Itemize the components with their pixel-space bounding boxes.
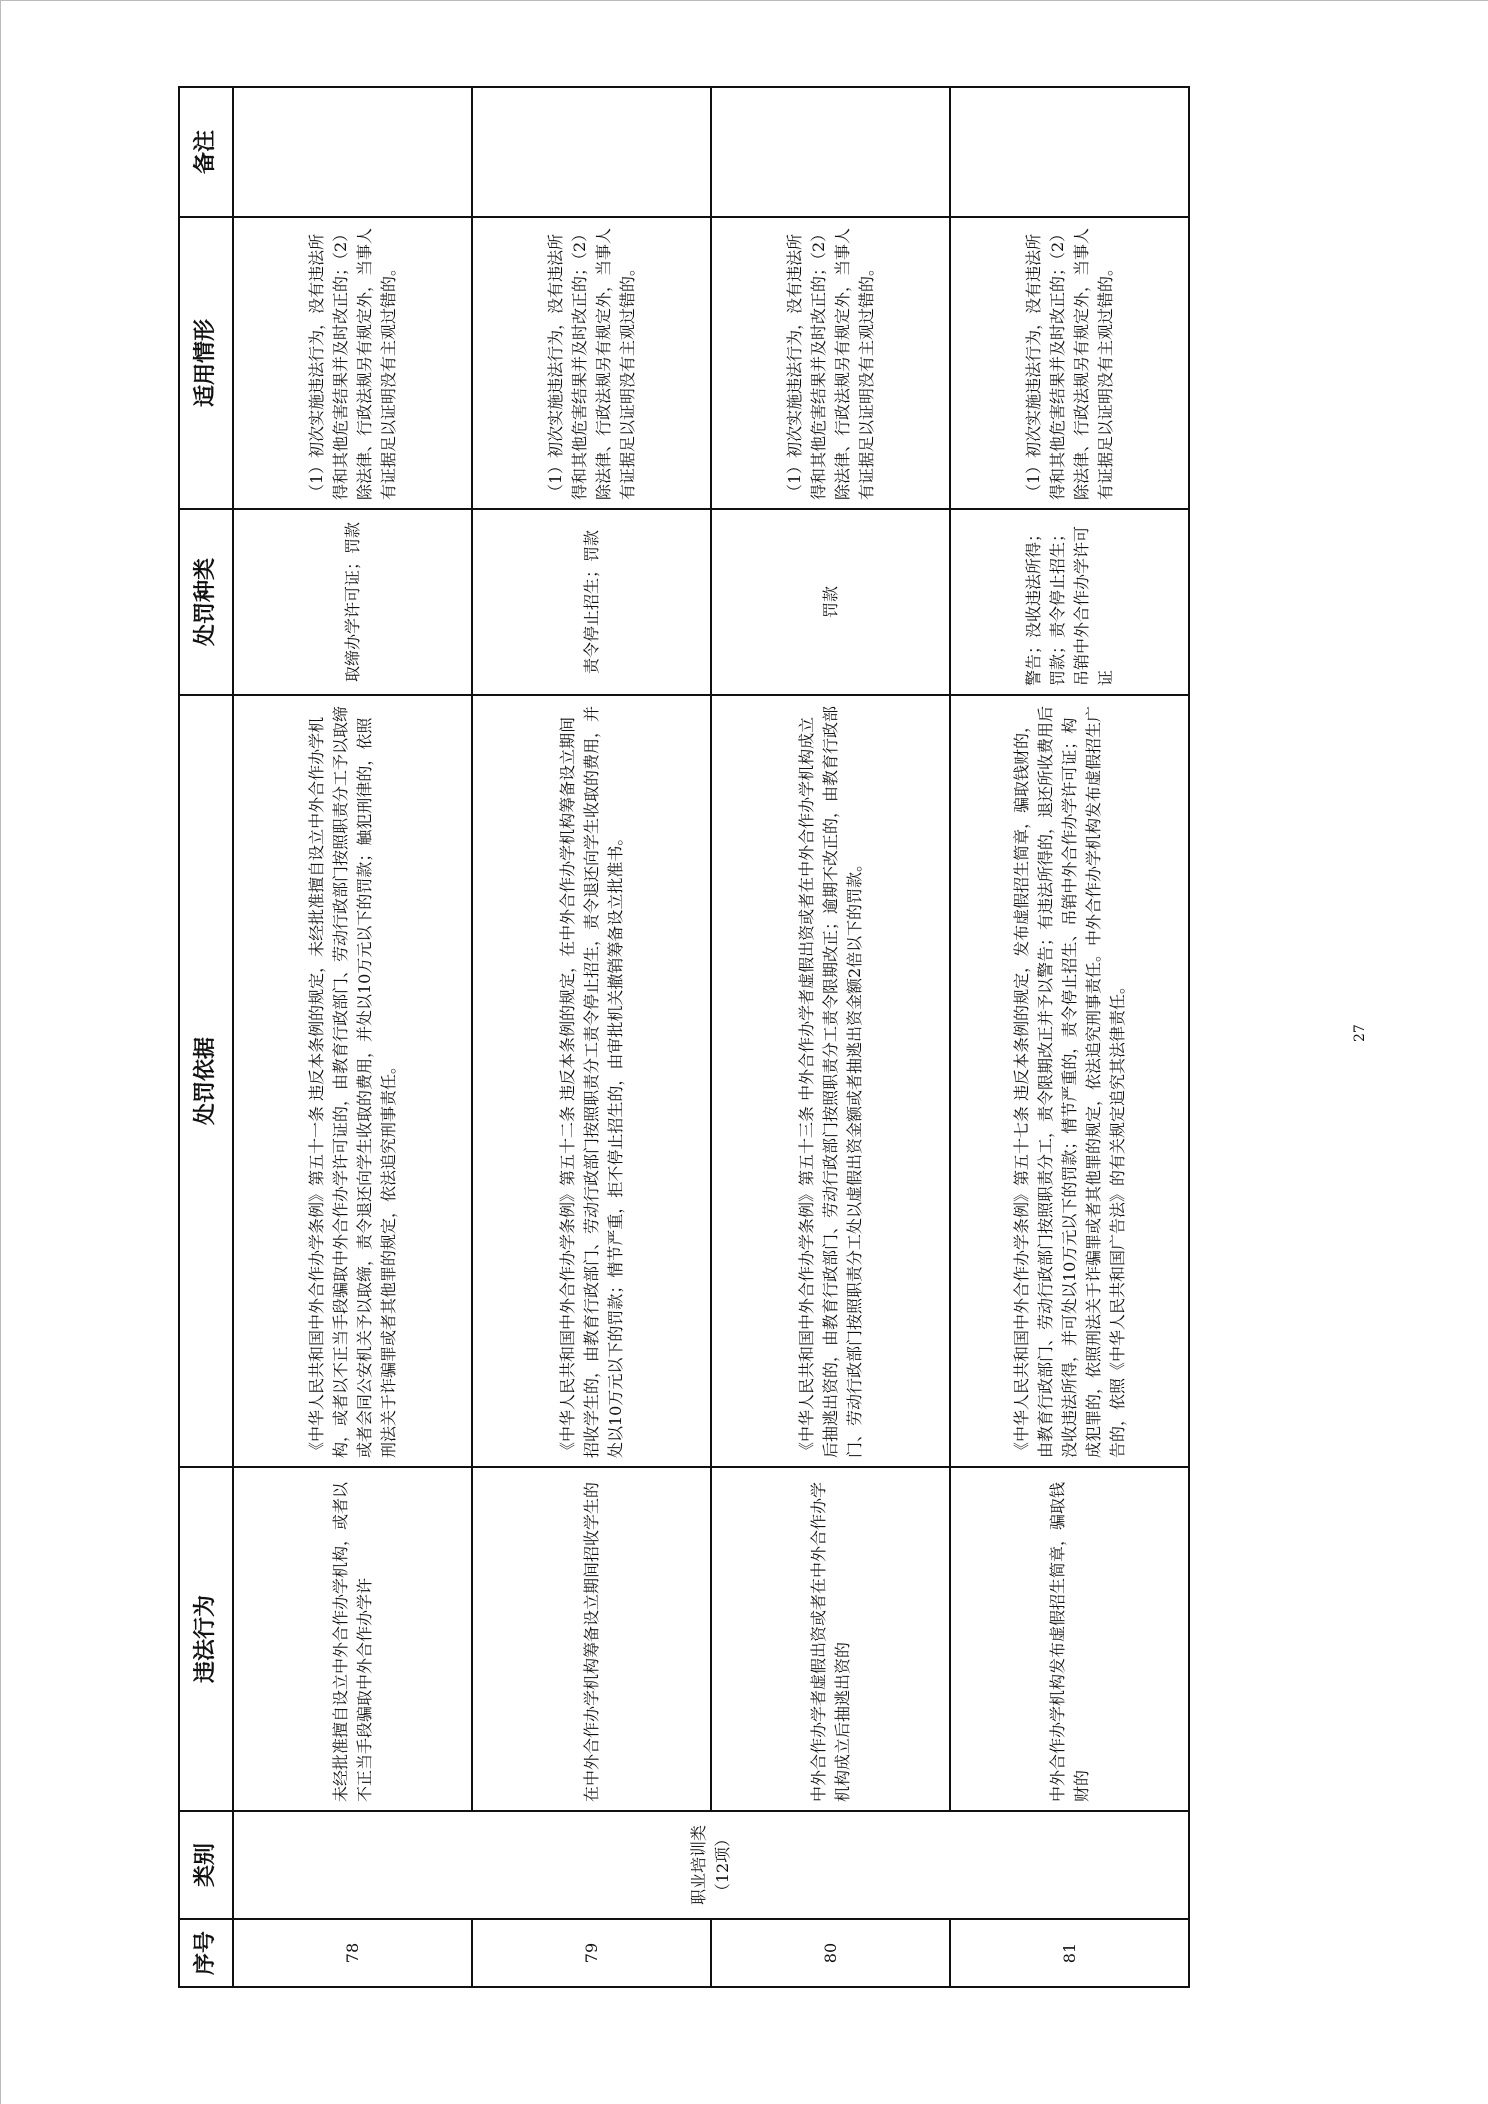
- penalty-table: [178, 86, 1190, 1988]
- cell-condition: （1）初次实施违法行为，没有违法所得和其他危害结果并及时改正的；（2）除法律、行政法规另有规定外，当事人有证据足以证明没有主观过错的。: [233, 217, 472, 509]
- header-category: 类别: [179, 1811, 233, 1919]
- cell-note: [711, 87, 950, 217]
- table-row: [950, 87, 1189, 1987]
- cell-note: [950, 87, 1189, 217]
- cell-basis: 《中华人民共和国中外合作办学条例》第五十三条 中外合作办学者虚假出资或者在中外合作办学机构成立后抽逃出资的，由教育行政部门、劳动行政部门按照职责分工责令限期改正；逾期不改正的，由教育行政部门、劳动行政部门按照职责分工处以虚假出资金额或者抽逃出资金额2倍以下的罚款。: [711, 695, 950, 1467]
- header-kind: 处罚种类: [179, 509, 233, 695]
- table-row: [711, 87, 950, 1987]
- header-seq: 序号: [179, 1919, 233, 1987]
- cell-basis: 《中华人民共和国中外合作办学条例》第五十二条 违反本条例的规定，在中外合作办学机构筹备设立期间招收学生的，由教育行政部门、劳动行政部门按照职责分工责令停止招生，责令退还向学生收取的费用，并处以10万元以下的罚款；情节严重，拒不停止招生的，由审批机关撤销筹备设立批准书。: [472, 695, 711, 1467]
- cell-basis: 《中华人民共和国中外合作办学条例》第五十一条 违反本条例的规定，未经批准擅自设立中外合作办学机构，或者以不正当手段骗取中外合作办学许可证的，由教育行政部门、劳动行政部门按照职责分工予以取缔或者会同公安机关予以取缔，责令退还向学生收取的费用，并处以10万元以下的罚款；触犯刑律的，依照刑法关于诈骗罪或者其他罪的规定，依法追究刑事责任。: [233, 695, 472, 1467]
- table-row: [472, 87, 711, 1987]
- cell-act: 中外合作办学机构发布虚假招生简章，骗取钱财的: [950, 1467, 1189, 1811]
- cell-kind: 警告；没收违法所得；罚款；责令停止招生；吊销中外合作办学许可证: [950, 509, 1189, 695]
- rotated-table-wrapper: [178, 88, 1190, 1988]
- cell-seq: 81: [950, 1919, 1189, 1987]
- cell-act: 中外合作办学者虚假出资或者在中外合作办学机构成立后抽逃出资的: [711, 1467, 950, 1811]
- cell-seq: 80: [711, 1919, 950, 1987]
- cell-condition: （1）初次实施违法行为，没有违法所得和其他危害结果并及时改正的；（2）除法律、行政法规另有规定外，当事人有证据足以证明没有主观过错的。: [472, 217, 711, 509]
- cell-category: [233, 1811, 1189, 1919]
- page-edge-top: [0, 0, 1488, 1]
- cell-condition: （1）初次实施违法行为，没有违法所得和其他危害结果并及时改正的；（2）除法律、行政法规另有规定外，当事人有证据足以证明没有主观过错的。: [950, 217, 1189, 509]
- cell-act: 未经批准擅自设立中外合作办学机构，或者以不正当手段骗取中外合作办学许: [233, 1467, 472, 1811]
- category-name: 职业培训类: [689, 1825, 709, 1906]
- cell-basis: 《中华人民共和国中外合作办学条例》第五十七条 违反本条例的规定，发布虚假招生简章，骗取钱财的，由教育行政部门、劳动行政部门按照职责分工，责令限期改正并予以警告；有违法所得的，退还所收费用后没收违法所得，并可处以10万元以下的罚款；情节严重的，责令停止招生、吊销中外合作办学许可证；构成犯罪的，依照刑法关于诈骗罪或者其他罪的规定，依法追究刑事责任。中外合作办学机构发布虚假招生广告的，依照《中华人民共和国广告法》的有关规定追究其法律责任。: [950, 695, 1189, 1467]
- header-row: [179, 87, 233, 1987]
- cell-note: [233, 87, 472, 217]
- cell-act: 在中外合作办学机构筹备设立期间招收学生的: [472, 1467, 711, 1811]
- cell-seq: 78: [233, 1919, 472, 1987]
- cell-seq: 79: [472, 1919, 711, 1987]
- category-count: （12项）: [713, 1830, 733, 1900]
- header-basis: 处罚依据: [179, 695, 233, 1467]
- header-note: 备注: [179, 87, 233, 217]
- cell-kind: 罚款: [711, 509, 950, 695]
- header-act: 违法行为: [179, 1467, 233, 1811]
- cell-kind: 取缔办学许可证；罚款: [233, 509, 472, 695]
- page-edge-left: [0, 0, 1, 2104]
- cell-note: [472, 87, 711, 217]
- table-row: [233, 87, 472, 1987]
- page-number: 27: [1352, 1024, 1368, 1042]
- cell-kind: 责令停止招生；罚款: [472, 509, 711, 695]
- cell-condition: （1）初次实施违法行为，没有违法所得和其他危害结果并及时改正的；（2）除法律、行政法规另有规定外，当事人有证据足以证明没有主观过错的。: [711, 217, 950, 509]
- header-condition: 适用情形: [179, 217, 233, 509]
